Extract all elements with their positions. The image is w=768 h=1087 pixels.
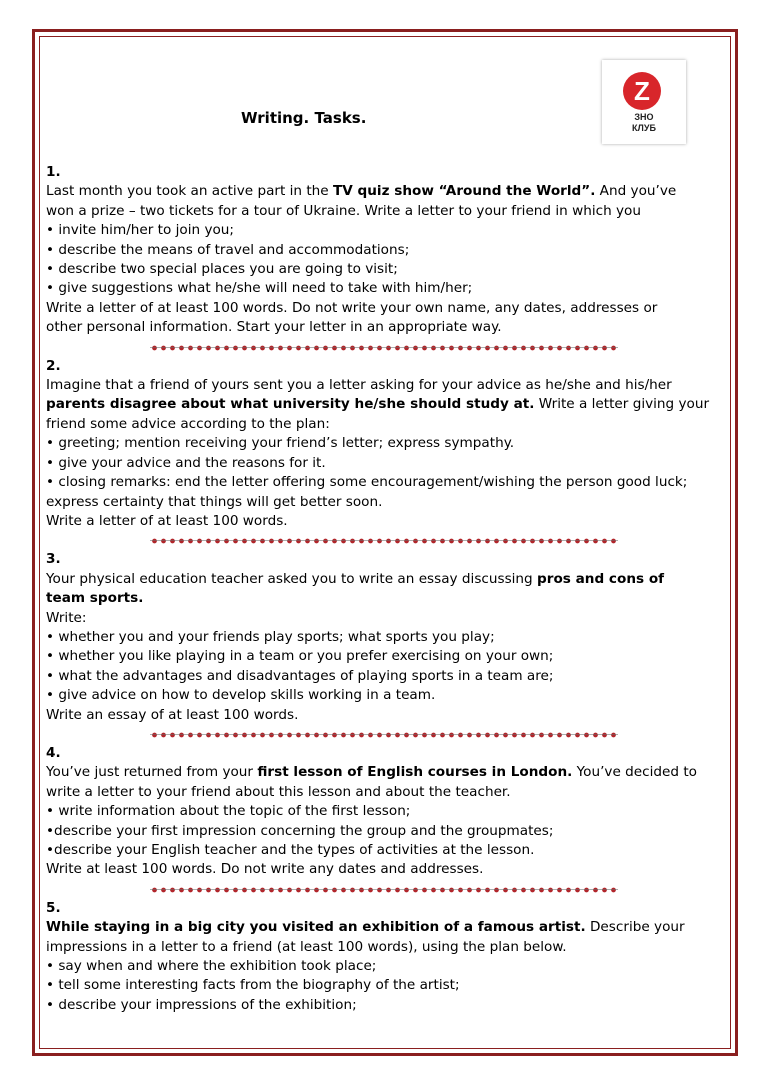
task-highlight: TV quiz show “Around the World”. (332, 183, 596, 200)
task-text-line: express certainty that things will get better soon. (46, 493, 383, 510)
logo-text-line1: ЗНО (634, 112, 654, 122)
task-bullet: • closing remarks: end the letter offering some encouragement/wishing the person good luck; (46, 474, 688, 491)
task-number: 3. (46, 551, 61, 568)
text-run: And you’ve (595, 183, 677, 200)
task-bullet: • describe the means of travel and accommodations; (46, 241, 410, 258)
task-bullet: • give your advice and the reasons for it. (46, 454, 326, 471)
task-text-line: impressions in a letter to a friend (at least 100 words), using the plan below. (46, 938, 567, 955)
zno-club-logo (602, 60, 686, 144)
task-3 (46, 550, 722, 725)
tasks-content (46, 163, 722, 1015)
task-number: 4. (46, 744, 61, 761)
task-highlight: first lesson of English courses in London. (257, 764, 573, 781)
task-text-line: Imagine that a friend of yours sent you a letter asking for your advice as he/she and his/her (46, 377, 672, 394)
task-bullet: • whether you like playing in a team or you prefer exercising on your own; (46, 648, 554, 665)
task-text-line (46, 570, 722, 589)
task-text-line (46, 182, 722, 201)
text-run: Write a letter giving your (534, 396, 710, 413)
task-2 (46, 357, 722, 532)
ornament-divider (46, 729, 722, 741)
task-bullet: • greeting; mention receiving your friend’s letter; express sympathy. (46, 435, 515, 452)
page-title: Writing. Tasks. (241, 109, 367, 127)
task-bullet: • tell some interesting facts from the biography of the artist; (46, 977, 460, 994)
ornament-divider (46, 535, 722, 547)
text-run: You’ve decided to (572, 764, 697, 781)
ornament-icon (150, 729, 618, 741)
task-bullet: •describe your English teacher and the types of activities at the lesson. (46, 842, 535, 858)
ornament-divider (46, 342, 722, 354)
task-bullet: • say when and where the exhibition took place; (46, 958, 377, 975)
ornament-icon (150, 342, 618, 354)
logo-text-line2: КЛУБ (632, 123, 656, 133)
task-bullet: • give suggestions what he/she will need to take with him/her; (46, 280, 473, 297)
ornament-icon (150, 535, 618, 547)
task-text-line: write a letter to your friend about this lesson and about the teacher. (46, 783, 511, 800)
task-number: 5. (46, 899, 61, 916)
task-highlight: pros and cons of (537, 570, 665, 587)
task-text-line: friend some advice according to the plan: (46, 415, 330, 432)
task-bullet: • describe two special places you are going to visit; (46, 261, 398, 278)
ornament-divider (46, 884, 722, 896)
task-text-line: other personal information. Start your letter in an appropriate way. (46, 319, 502, 336)
logo-letter: Z (634, 76, 650, 106)
task-bullet: • what the advantages and disadvantages of playing sports in a team are; (46, 667, 554, 684)
text-run: Your physical education teacher asked you to write an essay discussing (46, 570, 538, 587)
task-highlight-line: team sports. (46, 590, 144, 607)
task-bullet: •describe your first impression concerning the group and the groupmates; (46, 822, 554, 839)
task-text-line: Write at least 100 words. Do not write any dates and addresses. (46, 861, 484, 878)
task-highlight: parents disagree about what university he/she should study at. (46, 396, 535, 413)
logo-circle-icon (623, 72, 661, 110)
task-bullet: • whether you and your friends play sports; what sports you play; (46, 628, 495, 645)
task-text-line (46, 918, 722, 937)
task-text-line: Write: (46, 609, 87, 626)
task-bullet: • invite him/her to join you; (46, 222, 235, 239)
task-text-line: won a prize – two tickets for a tour of Ukraine. Write a letter to your friend in which you (46, 202, 641, 219)
task-1 (46, 163, 722, 338)
task-number: 2. (46, 357, 61, 374)
task-bullet: • describe your impressions of the exhibition; (46, 996, 357, 1013)
task-highlight: While staying in a big city you visited an exhibition of a famous artist. (46, 919, 586, 936)
task-text-line (46, 763, 722, 782)
task-text-line (46, 395, 722, 414)
text-run: Last month you took an active part in the (46, 183, 333, 200)
task-number: 1. (46, 164, 61, 180)
task-text-line: Write an essay of at least 100 words. (46, 706, 299, 723)
text-run: You’ve just returned from your (46, 764, 258, 781)
task-5 (46, 899, 722, 1015)
task-bullet: • give advice on how to develop skills working in a team. (46, 687, 436, 704)
task-text-line: Write a letter of at least 100 words. (46, 512, 288, 529)
ornament-icon (150, 884, 618, 896)
task-text-line: Write a letter of at least 100 words. Do not write your own name, any dates, addresses or (46, 299, 658, 316)
task-bullet: • write information about the topic of the first lesson; (46, 803, 411, 820)
task-4 (46, 744, 722, 880)
text-run: Describe your (585, 919, 685, 936)
